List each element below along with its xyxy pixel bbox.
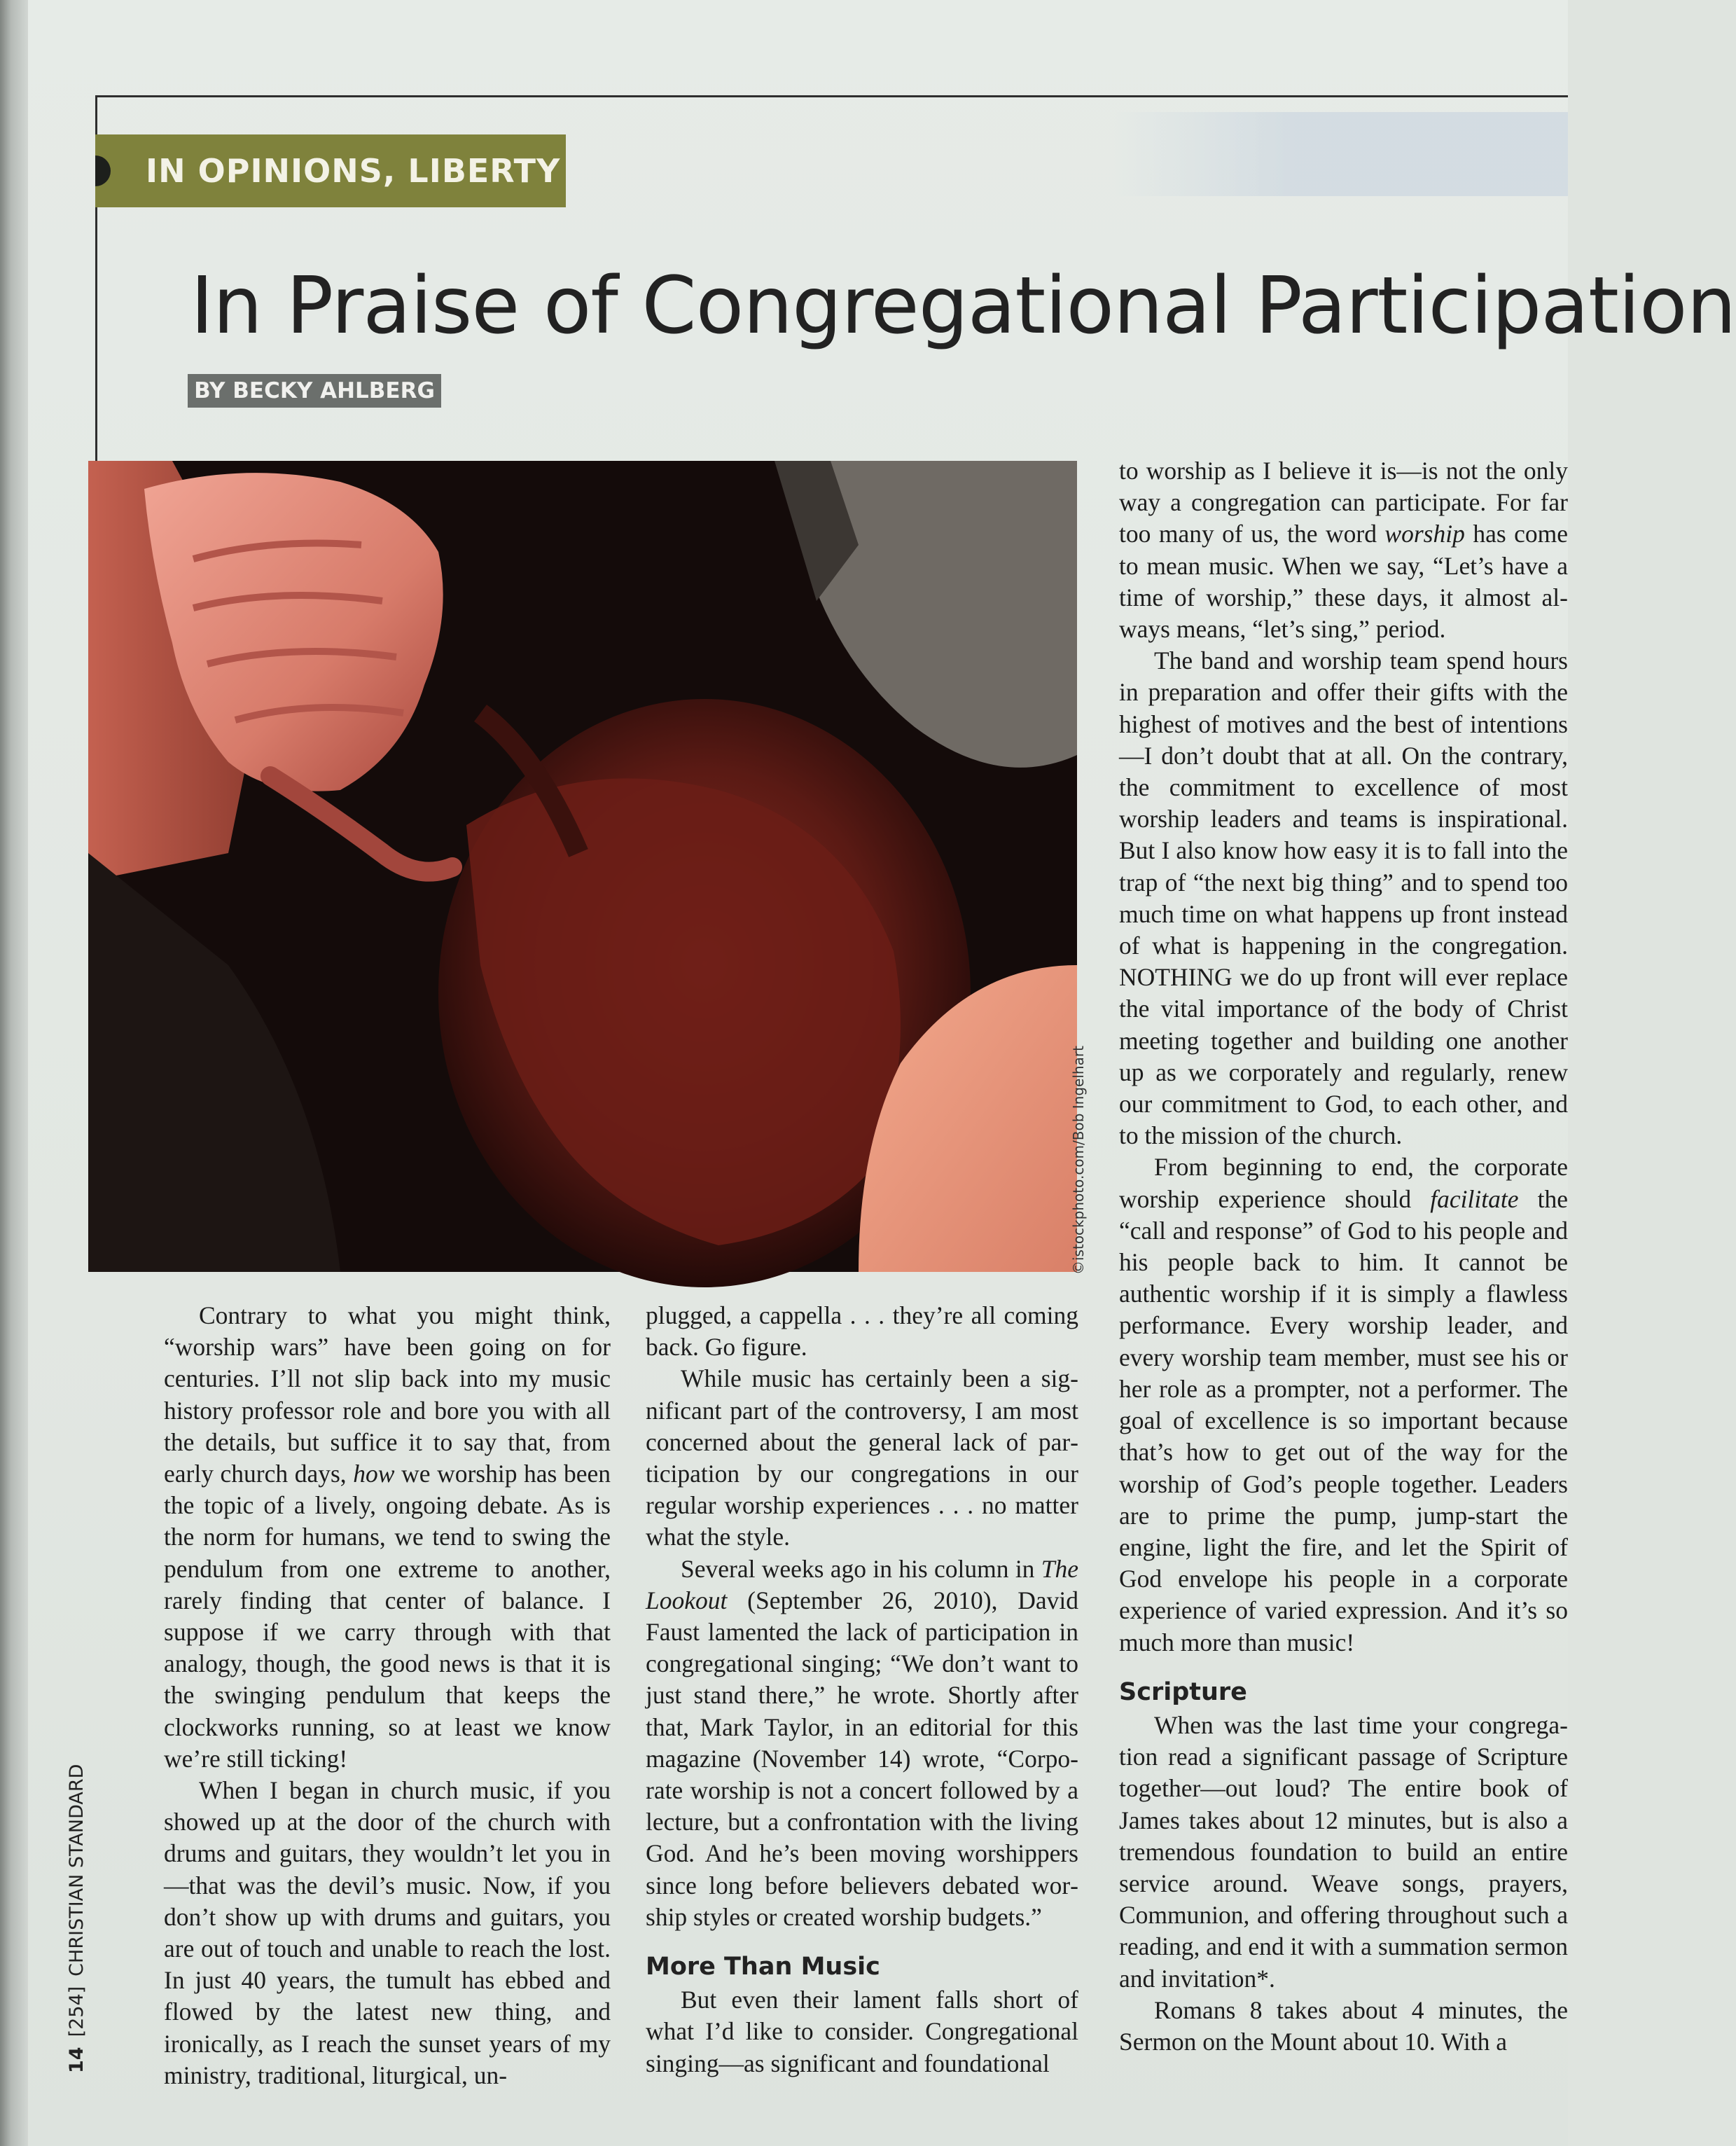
column-1 — [164, 1300, 611, 2091]
column-2 — [646, 1300, 1078, 2079]
paragraph: Contrary to what you might think, “worship wars” have been going on for centuries. I’ll not slip back into my music history professor role and bore you with all the details, but suffice it to say that, from early church days, how we worship has been the topic of a lively, ongoing debate. As is the norm for humans, we tend to swing the pendulum from one extreme to another, rarely finding that center of balance. I suppose if we carry through with that analogy, though, the good news is that it is the swinging pendulum that keeps the clockworks running, so at least we know we’re still ticking! — [164, 1301, 611, 1773]
page-frame-top-rule — [95, 95, 1568, 97]
paragraph: When was the last time your congregation read a significant passage of Scripture together—out loud? The entire book of James takes about 12 minutes, but is also a tremendous foundation to build an entire service around. Weave songs, prayers, Communion, and offering throughout such a reading, and end it with a summation sermon and invitation*. — [1119, 1710, 1568, 1993]
subhead-more-than-music: More Than Music — [646, 1953, 880, 1981]
paragraph: When I began in church music, if you showed up at the door of the church with drums and guitars, they wouldn’t let you in—that was the devil’s music. Now, if you don’t show up with drums and guitars, you are out of touch and unable to reach the lost. In just 40 years, the tumult has ebbed and flowed by the latest new thing, and ironically, as I reach the sunset years of my ministry, traditional, liturgical, un- — [164, 1776, 611, 2089]
paragraph: While music has certainly been a significant part of the controversy, I am most concerned about the general lack of participation by our congregations in our regular worship experiences . . . no matter what the style. — [646, 1364, 1078, 1551]
praying-hands-photo — [88, 461, 1077, 1272]
paragraph: Romans 8 takes about 4 minutes, the Sermon on the Mount about 10. With a — [1119, 1995, 1568, 2056]
page-binding — [0, 0, 28, 2146]
paragraph: plugged, a cappella . . . they’re all coming back. Go figure. — [646, 1301, 1078, 1362]
page-number: 14 — [66, 2047, 88, 2073]
byline-badge — [188, 374, 441, 408]
column-3 — [1119, 455, 1568, 2058]
photo-credit: ©istockphoto.com/Bob Ingelhart — [1070, 1046, 1087, 1275]
article-title: In Praise of Congregational Participation — [190, 261, 1736, 352]
subhead-scripture: Scripture — [1119, 1677, 1247, 1706]
page-folio — [66, 1764, 94, 2073]
section-tab-notch — [95, 155, 111, 186]
publication-name: CHRISTIAN STANDARD — [66, 1764, 88, 1977]
paragraph: But even their lament falls short of what I’d like to consider. Congregational singing—as significant and foundational — [646, 1986, 1078, 2077]
paragraph: to worship as I believe it is—is not the only way a congregation can participate. For far too many of us, the word worship has come to mean music. When we say, “Let’s have a time of worship,” these days, it almost always means, “let’s sing,” period. — [1119, 457, 1568, 644]
paragraph: The band and worship team spend hours in preparation and offer their gifts with the highest of motives and the best of intentions—I don’t doubt that at all. On the contrary, the commitment to excellence of most worship leaders and teams is inspirational. But I also know how easy it is to fall into the trap of “the next big thing” and to spend too much time on what happens up front instead of what is happening in the congregation. NOTHING we do up front will ever replace the vital importance of the body of Christ meeting together and building one another up as we corporately and regularly, renew our commitment to God, to each other, and to the mission of the church. — [1119, 646, 1568, 1150]
section-tab — [95, 134, 566, 207]
paragraph: From beginning to end, the corporate worship experience should facilitate the “call and response” of God to his people and his people back to him. It cannot be authentic worship if it is simply a flawless performance. Every worship leader, and every worship team member, must see his or her role as a prompter, not a performer. The goal of excellence is so important because that’s how to get out of the way for the worship of God’s people together. Leaders are to prime the pump, jump-start the engine, light the fire, and let the Spirit of God envelope his people in a corporate experience of varied expression. And it’s so much more than music! — [1119, 1153, 1568, 1656]
byline-text: BY BECKY AHLBERG — [194, 378, 435, 403]
paragraph: Several weeks ago in his column in The Lookout (September 26, 2010), David Faust lamented the lack of participation in congregational singing; “We don’t want to just stand there,” he wrote. Shortly after that, Mark Taylor, in an editorial for this magazine (November 14) wrote, “Corporate worship is not a concert followed by a lecture, but a confrontation with the living God. And he’s been moving worshippers since long before believers debated worship styles or created worship budgets.” — [646, 1554, 1078, 1931]
issue-page-number: [254] — [66, 1986, 88, 2037]
section-label: IN OPINIONS, LIBERTY — [146, 152, 561, 190]
show-through-shadow — [1113, 112, 1568, 196]
article-photo — [88, 461, 1077, 1272]
